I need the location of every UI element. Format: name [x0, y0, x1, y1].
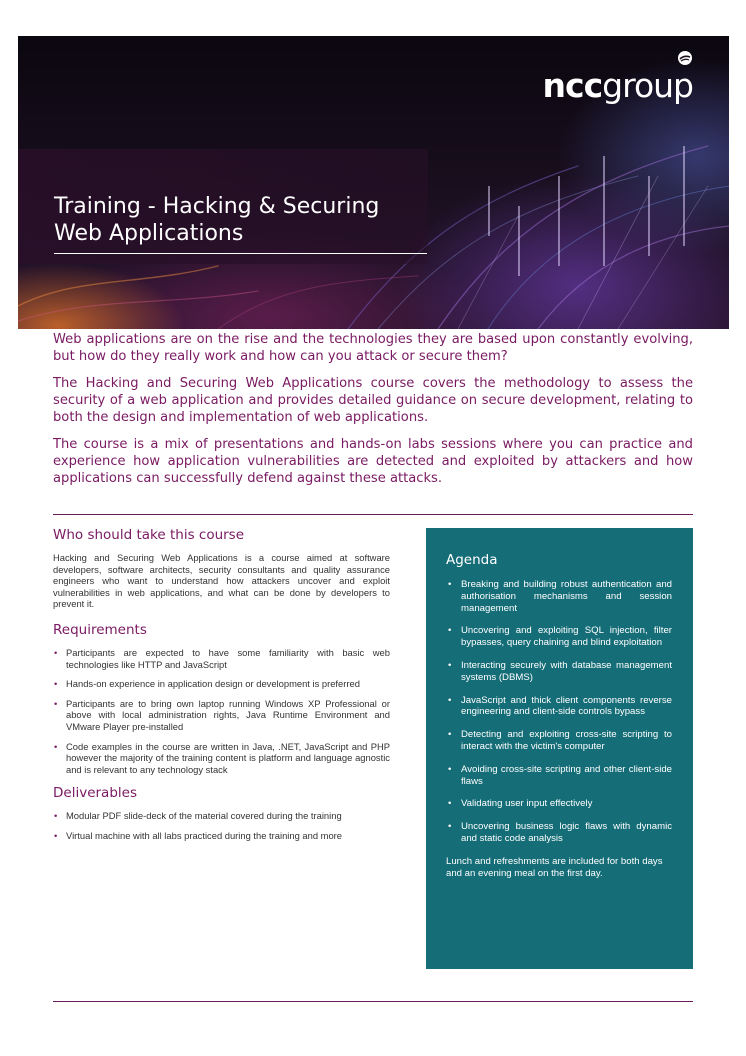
footer-divider	[53, 1001, 693, 1002]
deliverables-heading: Deliverables	[53, 785, 137, 802]
agenda-list	[446, 579, 672, 845]
list-item-text: Detecting and exploiting cross-site scripting to interact with the victim's computer	[461, 729, 672, 752]
intro-paragraph: The Hacking and Securing Web Applications course covers the methodology to assess the security of a web application and provides detailed guidance on secure development, relating to both the design and implementation of web applications.	[53, 376, 693, 425]
bullet-dot-icon: •	[448, 729, 452, 741]
ncc-swirl-icon	[677, 50, 693, 66]
requirements-heading: Requirements	[53, 621, 147, 638]
list-item-text: Uncovering business logic flaws with dynamic and static code analysis	[461, 821, 672, 844]
bullet-dot-icon: •	[448, 694, 452, 706]
list-item	[446, 729, 672, 753]
section-divider	[53, 514, 693, 515]
course-details-column	[53, 527, 390, 852]
list-item-text: Uncovering and exploiting SQL injection, filter bypasses, query chaining and blind exploitation	[461, 625, 672, 649]
bullet-dot-icon: •	[448, 821, 452, 833]
bullet-dot-icon: •	[54, 678, 58, 690]
list-item-text: JavaScript and thick client components reverse engineering and client-side controls bypass	[461, 694, 672, 718]
list-item	[446, 821, 672, 845]
bullet-dot-icon: •	[448, 763, 452, 775]
who-heading: Who should take this course	[53, 527, 245, 543]
list-item	[53, 678, 390, 690]
list-item	[53, 741, 390, 776]
bullet-dot-icon: •	[54, 646, 58, 658]
intro-paragraph: The course is a mix of presentations and hands-on labs sessions where you can practice and experience how application vulnerabilities are detected and exploited by attackers and how applications can successfully defend against these attacks.	[53, 437, 693, 486]
list-item-text: Virtual machine with all labs practiced during the training and more	[66, 829, 343, 841]
list-item	[446, 764, 672, 788]
list-item-text: Avoiding cross-site scripting and other client-side flaws	[461, 763, 672, 787]
list-item	[446, 695, 672, 719]
bullet-dot-icon: •	[448, 798, 452, 810]
title-underline	[54, 253, 427, 254]
title-line-1: Training - Hacking & Securing	[54, 194, 380, 219]
nccgroup-logo	[543, 66, 693, 105]
agenda-note: Lunch and refreshments are included for both days and an evening meal on the first day.	[446, 855, 663, 879]
list-item	[446, 625, 672, 649]
agenda-heading: Agenda	[446, 552, 498, 568]
list-item-text: Interacting securely with database management systems (DBMS)	[461, 659, 672, 683]
bullet-dot-icon: •	[54, 697, 58, 709]
title-line-2: Web Applications	[54, 221, 244, 246]
logo-ncc: ncc	[542, 66, 603, 105]
list-item-text: Breaking and building robust authentication and authorisation mechanisms and session management	[461, 579, 672, 614]
list-item-text: Modular PDF slide-deck of the material covered during the training	[66, 810, 342, 822]
list-item-text: Hands-on experience in application design or development is preferred	[66, 678, 360, 690]
list-item	[446, 579, 672, 614]
logo-group: group	[602, 66, 693, 105]
intro-section	[53, 331, 693, 497]
who-text: Hacking and Securing Web Applications is a course aimed at software developers, software architects, security consultants and quality assurance engineers who want to understand how attackers uncover and exploit vulnerabilities in web applications, and what can be done by developers to prevent it.	[53, 552, 390, 610]
bullet-dot-icon: •	[448, 625, 452, 637]
bullet-dot-icon: •	[54, 740, 58, 752]
list-item	[446, 798, 672, 810]
list-item	[53, 830, 390, 842]
bullet-dot-icon: •	[448, 579, 452, 590]
deliverables-list	[53, 810, 390, 841]
bullet-dot-icon: •	[448, 659, 452, 671]
requirements-list	[53, 647, 390, 775]
list-item-text: Participants are to bring own laptop running Windows XP Professional or above with local administration rights, Java Runtime Environment and VMware Player pre-installed	[66, 697, 390, 732]
hero-banner	[18, 36, 729, 329]
list-item	[53, 698, 390, 733]
list-item	[446, 660, 672, 684]
bullet-dot-icon: •	[54, 829, 58, 841]
intro-paragraph: Web applications are on the rise and the technologies they are based upon constantly evolving, but how do they really work and how can you attack or secure them?	[53, 332, 693, 364]
bullet-dot-icon: •	[54, 810, 58, 822]
list-item	[53, 810, 390, 822]
list-item-text: Participants are expected to have some familiarity with basic web technologies like HTTP and JavaScript	[66, 646, 390, 670]
agenda-panel	[426, 528, 693, 969]
list-item-text: Validating user input effectively	[461, 798, 593, 810]
page-title	[54, 193, 434, 247]
list-item	[53, 647, 390, 670]
list-item-text: Code examples in the course are written in Java, .NET, JavaScript and PHP however the majority of the training content is platform and language agnostic and is relevant to any technology stack	[66, 740, 390, 775]
